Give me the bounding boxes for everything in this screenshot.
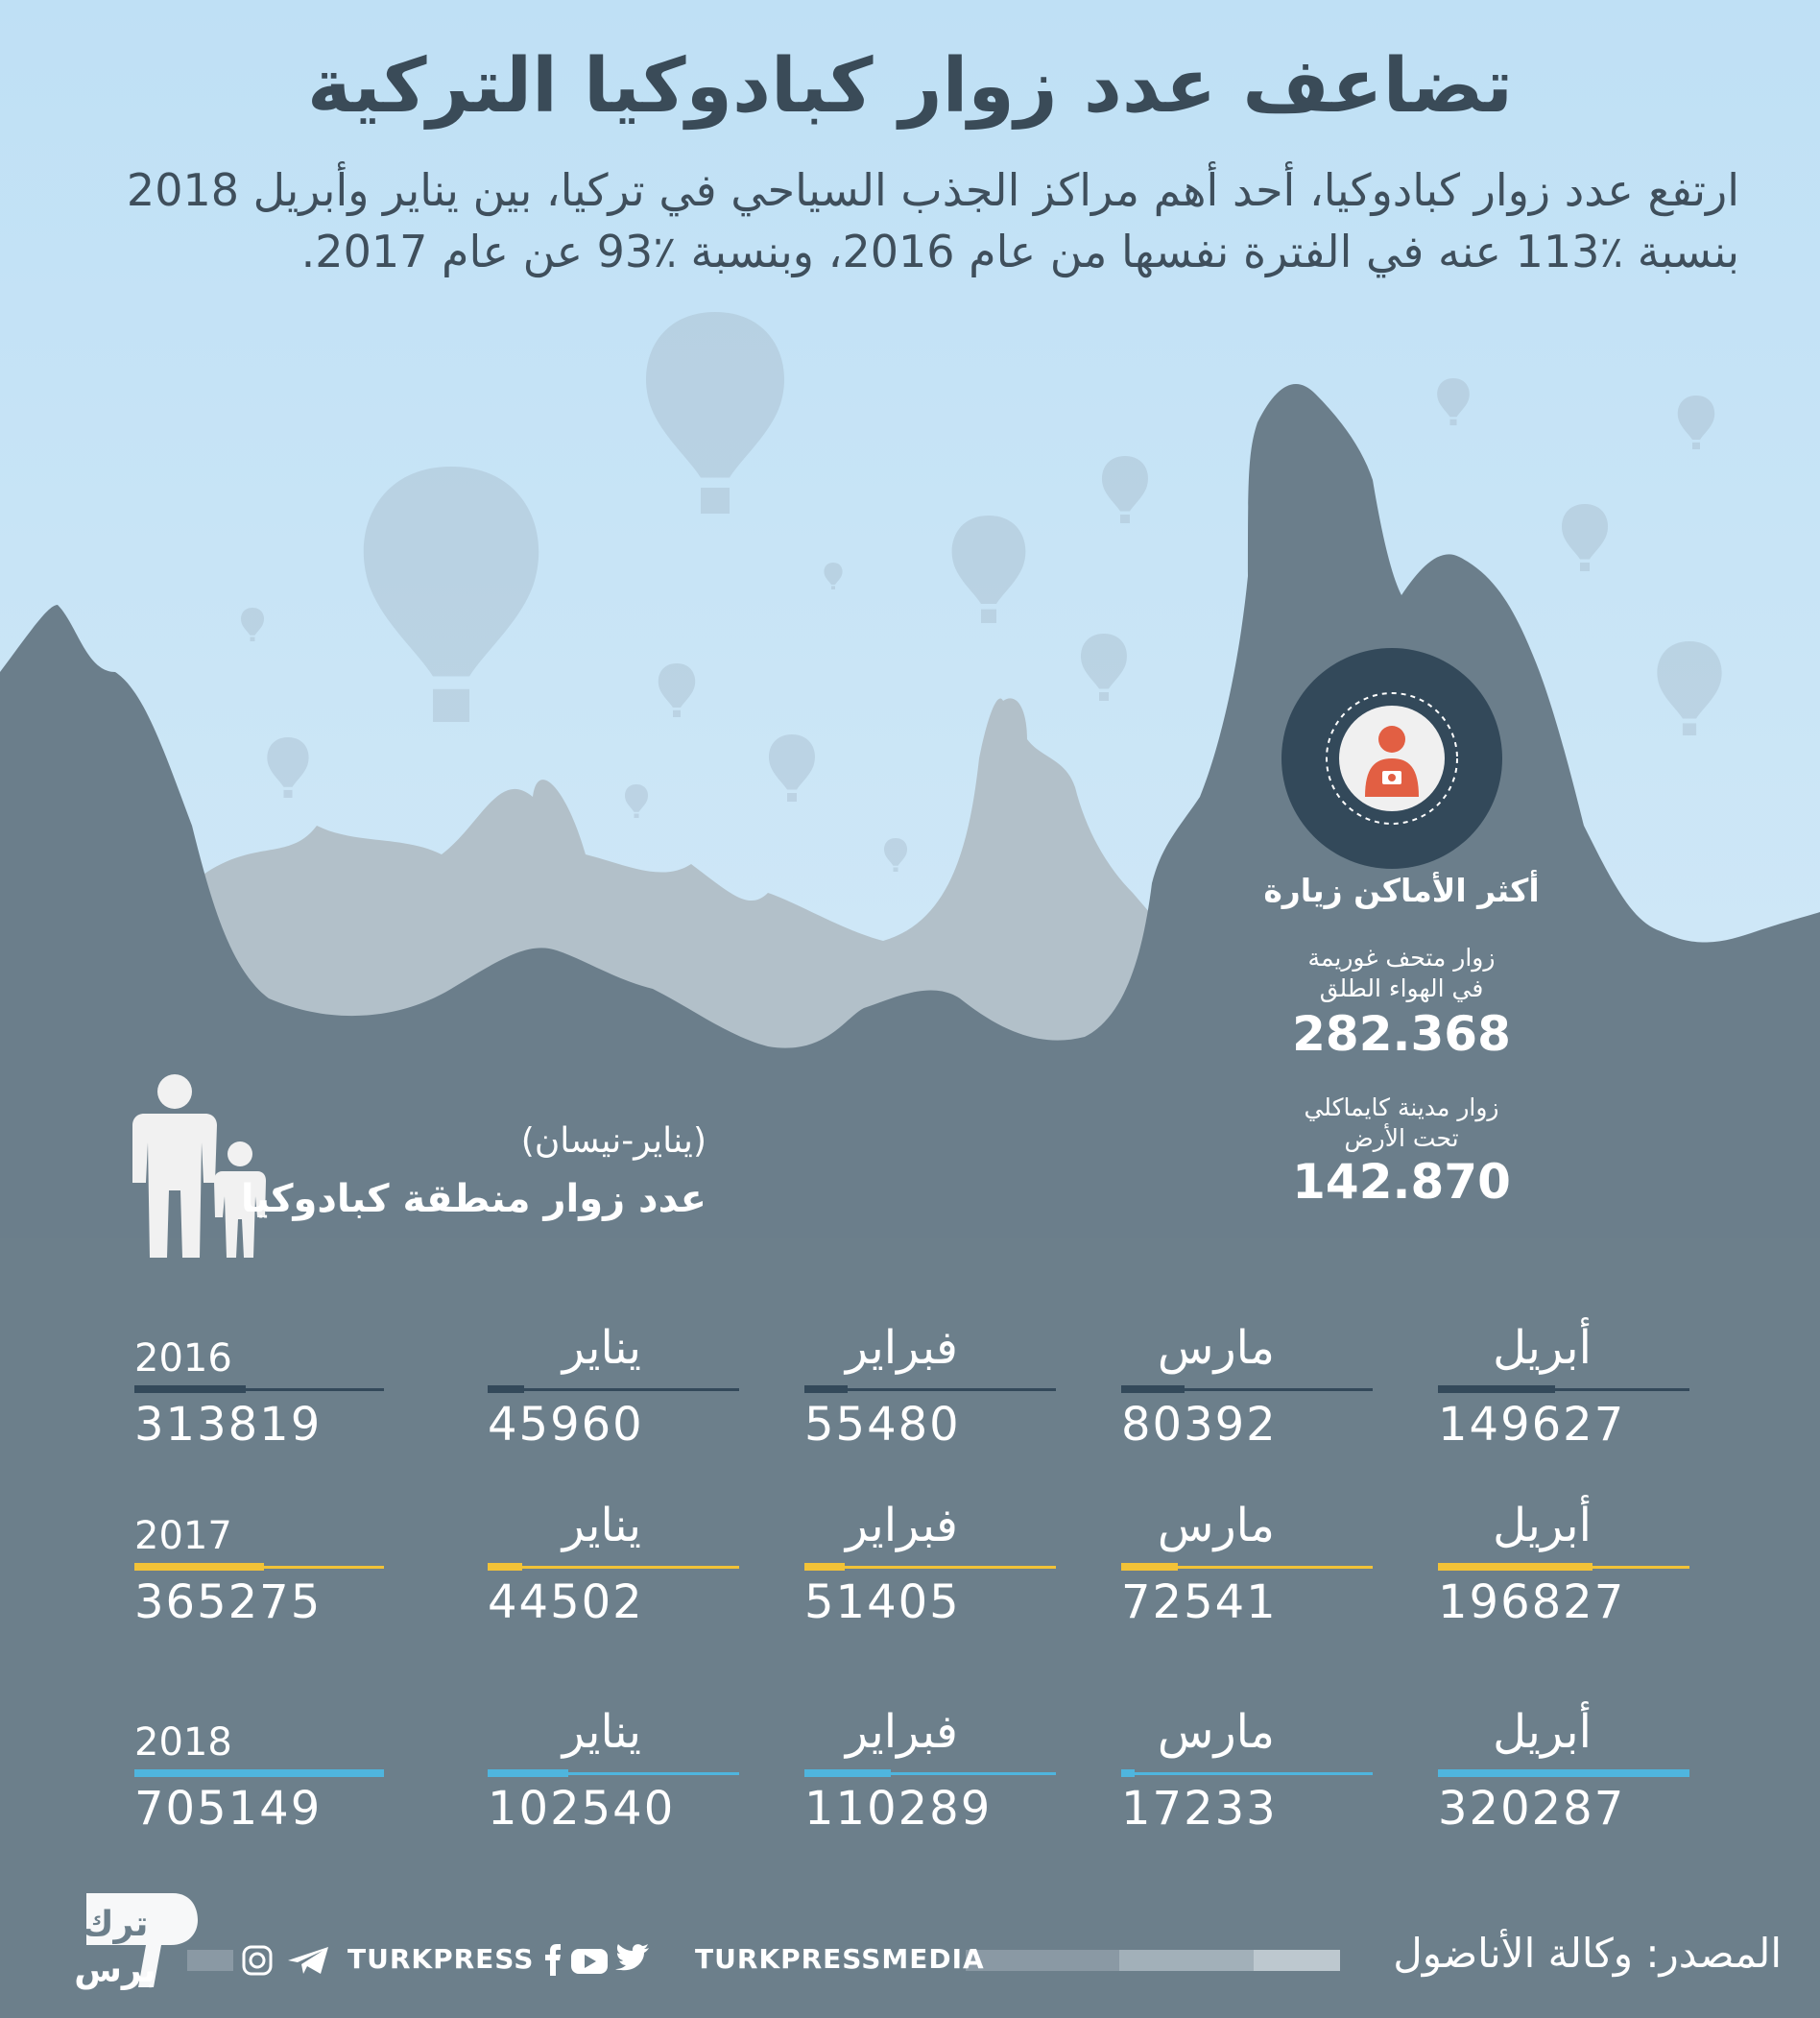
month-bar bbox=[488, 1563, 522, 1571]
month-value: 110289 bbox=[804, 1782, 993, 1836]
total-bar bbox=[134, 1769, 384, 1777]
year-total: 313819 bbox=[134, 1398, 323, 1452]
source-text: المصدر: وكالة الأناضول bbox=[1393, 1930, 1782, 1977]
kaymakli-label-line-2: تحت الأرض bbox=[1344, 1124, 1459, 1152]
section-title: عدد زوار منطقة كبادوكيا bbox=[240, 1177, 706, 1221]
month-label: يناير bbox=[562, 1321, 641, 1375]
intro-text bbox=[69, 159, 1739, 282]
year-total: 365275 bbox=[134, 1575, 323, 1629]
month-bar bbox=[1438, 1563, 1592, 1571]
month-bar bbox=[1121, 1385, 1185, 1393]
goreme-label-line-2: في الهواء الطلق bbox=[1319, 974, 1484, 1002]
goreme-label bbox=[1248, 943, 1555, 1004]
month-value: 44502 bbox=[488, 1575, 644, 1629]
month-label: يناير bbox=[562, 1499, 641, 1552]
month-value: 55480 bbox=[804, 1398, 961, 1452]
month-label: مارس bbox=[1157, 1705, 1275, 1759]
year-total: 705149 bbox=[134, 1782, 323, 1836]
month-bar bbox=[1121, 1563, 1178, 1571]
section-subtitle: (يناير-نيسان) bbox=[520, 1121, 706, 1161]
month-label: أبريل bbox=[1493, 1321, 1592, 1375]
brand-social: TURKPRESSMEDIA bbox=[695, 1943, 985, 1975]
month-value: 149627 bbox=[1438, 1398, 1626, 1452]
month-bar bbox=[488, 1769, 568, 1777]
total-bar bbox=[134, 1385, 246, 1393]
goreme-value: 282.368 bbox=[1292, 1006, 1511, 1062]
brand-site: TURKPRESS bbox=[347, 1943, 535, 1975]
intro-line-2: بنسبة ٪113 عنه في الفترة نفسها من عام 2016، وبنسبة ٪93 عن عام 2017. bbox=[300, 226, 1739, 277]
social-icons-2 bbox=[240, 1943, 336, 1978]
year-label: 2018 bbox=[134, 1720, 232, 1765]
facebook-icon bbox=[545, 1944, 561, 1976]
month-value: 51405 bbox=[804, 1575, 961, 1629]
year-label: 2017 bbox=[134, 1514, 232, 1558]
month-value: 72541 bbox=[1121, 1575, 1278, 1629]
month-value: 45960 bbox=[488, 1398, 644, 1452]
month-label: أبريل bbox=[1493, 1705, 1592, 1759]
month-bar bbox=[1438, 1769, 1689, 1777]
logo-line-1: ترك bbox=[82, 1905, 149, 1944]
kaymakli-value: 142.870 bbox=[1292, 1154, 1511, 1210]
month-label: فبراير bbox=[845, 1321, 958, 1375]
month-value: 102540 bbox=[488, 1782, 676, 1836]
month-label: فبراير bbox=[845, 1705, 958, 1759]
month-value: 17233 bbox=[1121, 1782, 1278, 1836]
month-track bbox=[488, 1388, 739, 1391]
month-value: 320287 bbox=[1438, 1782, 1626, 1836]
month-bar bbox=[804, 1563, 845, 1571]
instagram-icon bbox=[244, 1947, 271, 1974]
kaymakli-label bbox=[1248, 1093, 1555, 1154]
page-title: تضاعف عدد زوار كبادوكيا التركية bbox=[307, 43, 1513, 130]
twitter-icon bbox=[615, 1944, 649, 1970]
month-bar bbox=[804, 1769, 891, 1777]
month-label: مارس bbox=[1157, 1499, 1275, 1552]
month-bar bbox=[488, 1385, 524, 1393]
year-label: 2016 bbox=[134, 1336, 232, 1381]
month-label: أبريل bbox=[1493, 1499, 1592, 1552]
month-label: يناير bbox=[562, 1705, 641, 1759]
kaymakli-label-line-1: زوار مدينة كايماكلي bbox=[1304, 1093, 1499, 1121]
places-title: أكثر الأماكن زيارة bbox=[1263, 872, 1540, 909]
telegram-icon bbox=[288, 1947, 328, 1974]
month-label: مارس bbox=[1157, 1321, 1275, 1375]
month-label: فبراير bbox=[845, 1499, 958, 1552]
goreme-label-line-1: زوار متحف غوريمة bbox=[1307, 944, 1496, 972]
logo-line-2: برس bbox=[74, 1951, 156, 1990]
social-icons bbox=[542, 1943, 677, 1978]
month-bar bbox=[1121, 1769, 1135, 1777]
month-track bbox=[488, 1566, 739, 1569]
total-bar bbox=[134, 1563, 264, 1571]
month-value: 80392 bbox=[1121, 1398, 1278, 1452]
month-track bbox=[1121, 1772, 1373, 1775]
turkpress-logo bbox=[58, 1887, 202, 1993]
intro-line-1: ارتفع عدد زوار كبادوكيا، أحد أهم مراكز الجذب السياحي في تركيا، بين يناير وأبريل 2018 bbox=[126, 164, 1739, 216]
month-bar bbox=[804, 1385, 848, 1393]
month-value: 196827 bbox=[1438, 1575, 1626, 1629]
month-bar bbox=[1438, 1385, 1555, 1393]
